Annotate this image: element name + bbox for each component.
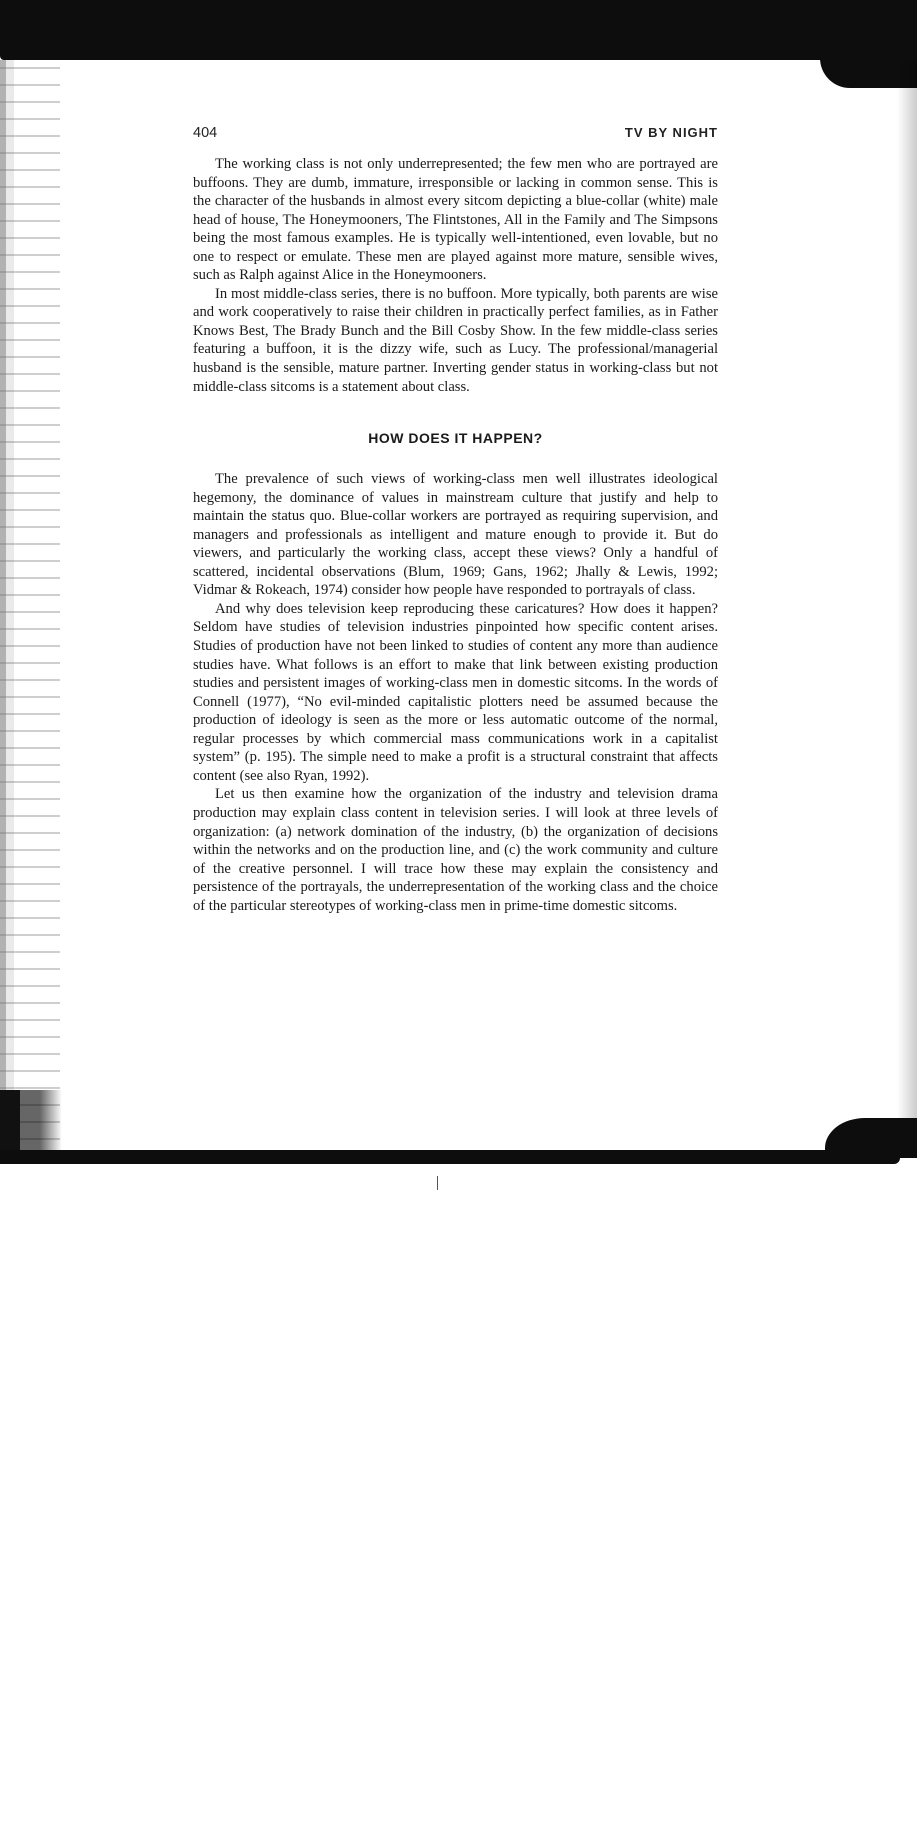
scan-shadow-top [0,0,917,60]
scan-shadow-bottom [0,1150,900,1164]
paragraph-why-television: And why does television keep reproducing these caricatures? How does it happen? Seldom have studies of television industries pinpointed how specific content arises. Studies of production have not been linked to studies of content any more than audience studies have. What follows is an effort to make that link between existing production studies and persistent images of working-class men in domestic sitcoms. In the words of Connell (1977), “No evil-minded capitalistic plotters need be assumed because the production of ideology is seen as the more or less automatic outcome of the normal, regular processes by which commercial mass communications work in a capitalist system” (p. 195). The simple need to make a profit is a structural constraint that affects content (see also Ryan, 1992). [193,600,718,784]
paragraph-ideological-hegemony: The prevalence of such views of working-class men well illustrates ideological hegemony, the dominance of values in mainstream culture that justify and help to maintain the status quo. Blue-collar workers are portrayed as requiring supervision, and managers and professionals as intelligent and mature enough to provide it. But do viewers, and particularly the working class, accept these views? Only a handful of scattered, incidental observations (Blum, 1969; Gans, 1962; Jhally & Lewis, 1992; Vidmar & Rokeach, 1974) consider how people have responded to portrayals of class. [193,471,718,599]
running-title: TV BY NIGHT [624,125,718,140]
book-page [193,125,718,915]
running-head [193,125,718,155]
scan-gutter-left [0,60,60,1140]
scan-edge-right [897,60,917,1140]
page-number: 404 [193,125,218,141]
scan-center-mark [437,1176,438,1190]
section-heading: HOW DOES IT HAPPEN? [368,430,543,447]
paragraph-middle-class-series: In most middle-class series, there is no buffoon. More typically, both parents are wise and work cooperatively to raise their children in practically perfect families, as in Father Knows Best, The Brady Bunch and the Bill Cosby Show. In the few middle-class series featuring a buffoon, it is the dizzy wife, such as Lucy. The professional/managerial husband is the sensible, mature partner. Inverting gender status in working-class but not middle-class sitcoms is a statement about class. [193,285,718,395]
paragraph-working-class-buffoons: The working class is not only underrepresented; the few men who are portrayed are buffoons. They are dumb, immature, irresponsible or lacking in common sense. This is the character of the husbands in almost every sitcom depicting a blue-collar (white) male head of house, The Honeymooners, The Flintstones, All in the Family and The Simpsons being the most famous examples. He is typically well-intentioned, even lovable, but no one to respect or emulate. These men are played against more mature, sensible wives, such as Ralph against Alice in the Honeymooners. [193,156,718,284]
paragraph-levels-of-organization: Let us then examine how the organization of the industry and television drama production may explain class content in television series. I will look at three levels of organization: (a) network domination of the industry, (b) the organization of decisions within the networks and on the production line, and (c) the work community and culture of the creative personnel. I will trace how these may explain the consistency and persistence of the portrayals, the underrepresentation of the working class and the choice of the particular stereotypes of working-class men in prime-time domestic sitcoms. [193,786,718,914]
